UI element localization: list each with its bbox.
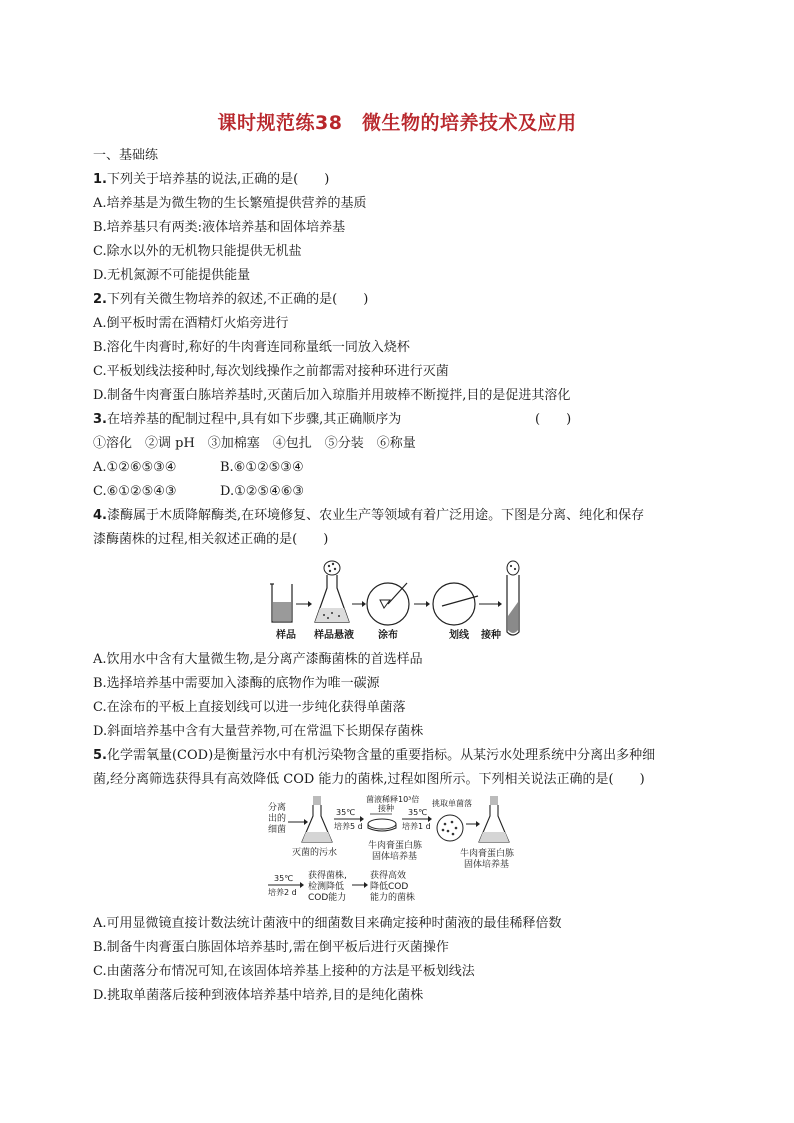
step-b-line1: 获得高效 (370, 871, 407, 881)
q3-option-c: C.⑥①②⑤④③ (93, 484, 177, 499)
step-b-line2: 降低COD (370, 882, 409, 892)
q2-option-a: A.倒平板时需在酒精灯火焰旁进行 (93, 316, 289, 331)
arrow-icon (296, 601, 312, 607)
answer-paren: ( ) (535, 412, 572, 427)
q3-option-a: A.①②⑥⑤③④ (93, 460, 177, 475)
arrow-icon (288, 819, 308, 825)
arrow-icon (466, 821, 480, 827)
figure-label-suspension: 样品悬液 (314, 630, 354, 641)
question-1-stem (93, 172, 329, 188)
q5-option-a: A.可用显微镜直接计数法统计菌液中的细菌数目来确定接种时菌液的最佳稀释倍数 (93, 916, 562, 931)
flask2-caption-1: 牛肉膏蛋白胨 (460, 849, 515, 859)
q1-option-c: C.除水以外的无机物只能提供无机盐 (93, 244, 302, 259)
arrow2-top: 35℃ (408, 808, 428, 817)
q1-option-b: B.培养基只有两类:液体培养基和固体培养基 (93, 220, 346, 235)
q4-option-c: C.在涂布的平板上直接划线可以进一步纯化获得单菌落 (93, 700, 406, 715)
q2-option-d: D.制备牛肉膏蛋白胨培养基时,灭菌后加入琼脂并用玻棒不断搅拌,目的是促进其溶化 (93, 388, 571, 403)
question-number: 3. (93, 412, 107, 427)
petri-dish-streak-icon (433, 583, 478, 625)
question-text: 化学需氧量(COD)是衡量污水中有机污染物含量的重要指标。从某污水处理系统中分离出多种细 (106, 748, 656, 763)
arrow3-top: 35℃ (274, 874, 294, 883)
question-number: 2. (93, 292, 107, 307)
inoculate-label: 接种 (378, 804, 394, 813)
petri-dish-icon (368, 819, 396, 831)
flask-icon (479, 796, 509, 842)
source-label-3: 细菌 (268, 825, 287, 835)
arrow1-top: 35℃ (336, 808, 356, 817)
plate-caption-1: 牛肉膏蛋白胨 (368, 841, 423, 851)
question-text: 下列有关微生物培养的叙述,不正确的是( ) (106, 292, 369, 307)
q5-option-d: D.挑取单菌落后接种到液体培养基中培养,目的是纯化菌株 (93, 988, 424, 1003)
question-number: 1. (93, 172, 107, 187)
q4-option-d: D.斜面培养基中含有大量营养物,可在常温下长期保存菌株 (93, 724, 424, 739)
flask-caption: 灭菌的污水 (292, 848, 338, 858)
arrow-icon (352, 601, 366, 607)
source-label-1: 分离 (268, 803, 287, 813)
question-2-stem (93, 292, 368, 308)
plate-caption-2: 固体培养基 (372, 852, 418, 862)
q4-option-a: A.饮用水中含有大量微生物,是分离产漆酶菌株的首选样品 (93, 652, 423, 667)
q3-option-b: B.⑥①②⑤③④ (220, 460, 304, 475)
figure-label-spread: 涂布 (378, 630, 398, 641)
flask2-caption-2: 固体培养基 (464, 860, 510, 870)
q1-option-a: A.培养基是为微生物的生长繁殖提供营养的基质 (93, 196, 367, 211)
q3-option-d: D.①②⑤④⑥③ (220, 484, 305, 499)
step-a-line1: 获得菌株, (308, 871, 347, 881)
arrow-icon (352, 882, 368, 888)
arrow3-bottom: 培养2 d (268, 888, 297, 897)
arrow1-bottom: 培养5 d (334, 822, 363, 831)
question-number: 4. (93, 508, 107, 523)
step-a-line2: 检测降低 (308, 882, 345, 892)
step-b-line3: 能力的菌株 (370, 893, 416, 903)
slant-tube-icon (507, 561, 519, 635)
beaker-icon (270, 584, 292, 622)
q3-steps: ①溶化 ②调 pH ③加棉塞 ④包扎 ⑤分装 ⑥称量 (93, 436, 416, 451)
question-text: 下列关于培养基的说法,正确的是( ) (106, 172, 330, 187)
question-5-stem (93, 748, 655, 764)
figure-label-streak: 划线 (449, 630, 469, 641)
dilute-label: 菌液稀释10³倍 (366, 795, 420, 804)
q4-option-b: B.选择培养基中需要加入漆酶的底物作为唯一碳源 (93, 676, 380, 691)
figure-label-sample: 样品 (276, 630, 296, 641)
q2-option-c: C.平板划线法接种时,每次划线操作之前都需对接种环进行灭菌 (93, 364, 449, 379)
colony-plate-icon (437, 815, 463, 841)
question-3-stem (93, 412, 401, 428)
section-heading: 一、基础练 (93, 148, 159, 163)
q2-option-b: B.溶化牛肉膏时,称好的牛肉膏连同称量纸一同放入烧杯 (93, 340, 410, 355)
petri-dish-spread-icon (367, 583, 409, 625)
arrow-icon (414, 601, 430, 607)
question-number: 5. (93, 748, 107, 763)
page-title: 课时规范练38 微生物的培养技术及应用 (217, 112, 577, 134)
arrow-icon (479, 601, 502, 607)
figure-label-inoculate: 接种 (481, 630, 501, 641)
step-a-line3: COD能力 (308, 893, 347, 903)
question-5-stem-line2: 菌,经分离筛选获得具有高效降低 COD 能力的菌株,过程如图所示。下列相关说法正确的是( ) (93, 772, 645, 787)
question-text: 漆酶属于木质降解酶类,在环境修复、农业生产等领域有着广泛用途。下图是分离、纯化和保存 (106, 508, 645, 523)
flask-icon (315, 561, 349, 622)
q1-option-d: D.无机氮源不可能提供能量 (93, 268, 251, 283)
question-4-stem (93, 508, 644, 524)
arrow2-bottom: 培养1 d (402, 822, 431, 831)
q5-option-b: B.制备牛肉膏蛋白胨固体培养基时,需在倒平板后进行灭菌操作 (93, 940, 449, 955)
pick-colony-label: 挑取单菌落 (432, 799, 472, 808)
question-4-stem-line2: 漆酶菌株的过程,相关叙述正确的是( ) (93, 532, 329, 547)
question-text: 在培养基的配制过程中,具有如下步骤,其正确顺序为 (106, 412, 402, 427)
cod-screening-figure (266, 794, 534, 912)
q5-option-c: C.由菌落分布情况可知,在该固体培养基上接种的方法是平板划线法 (93, 964, 475, 979)
flask-icon (302, 796, 332, 842)
source-label-2: 出的 (268, 814, 287, 824)
